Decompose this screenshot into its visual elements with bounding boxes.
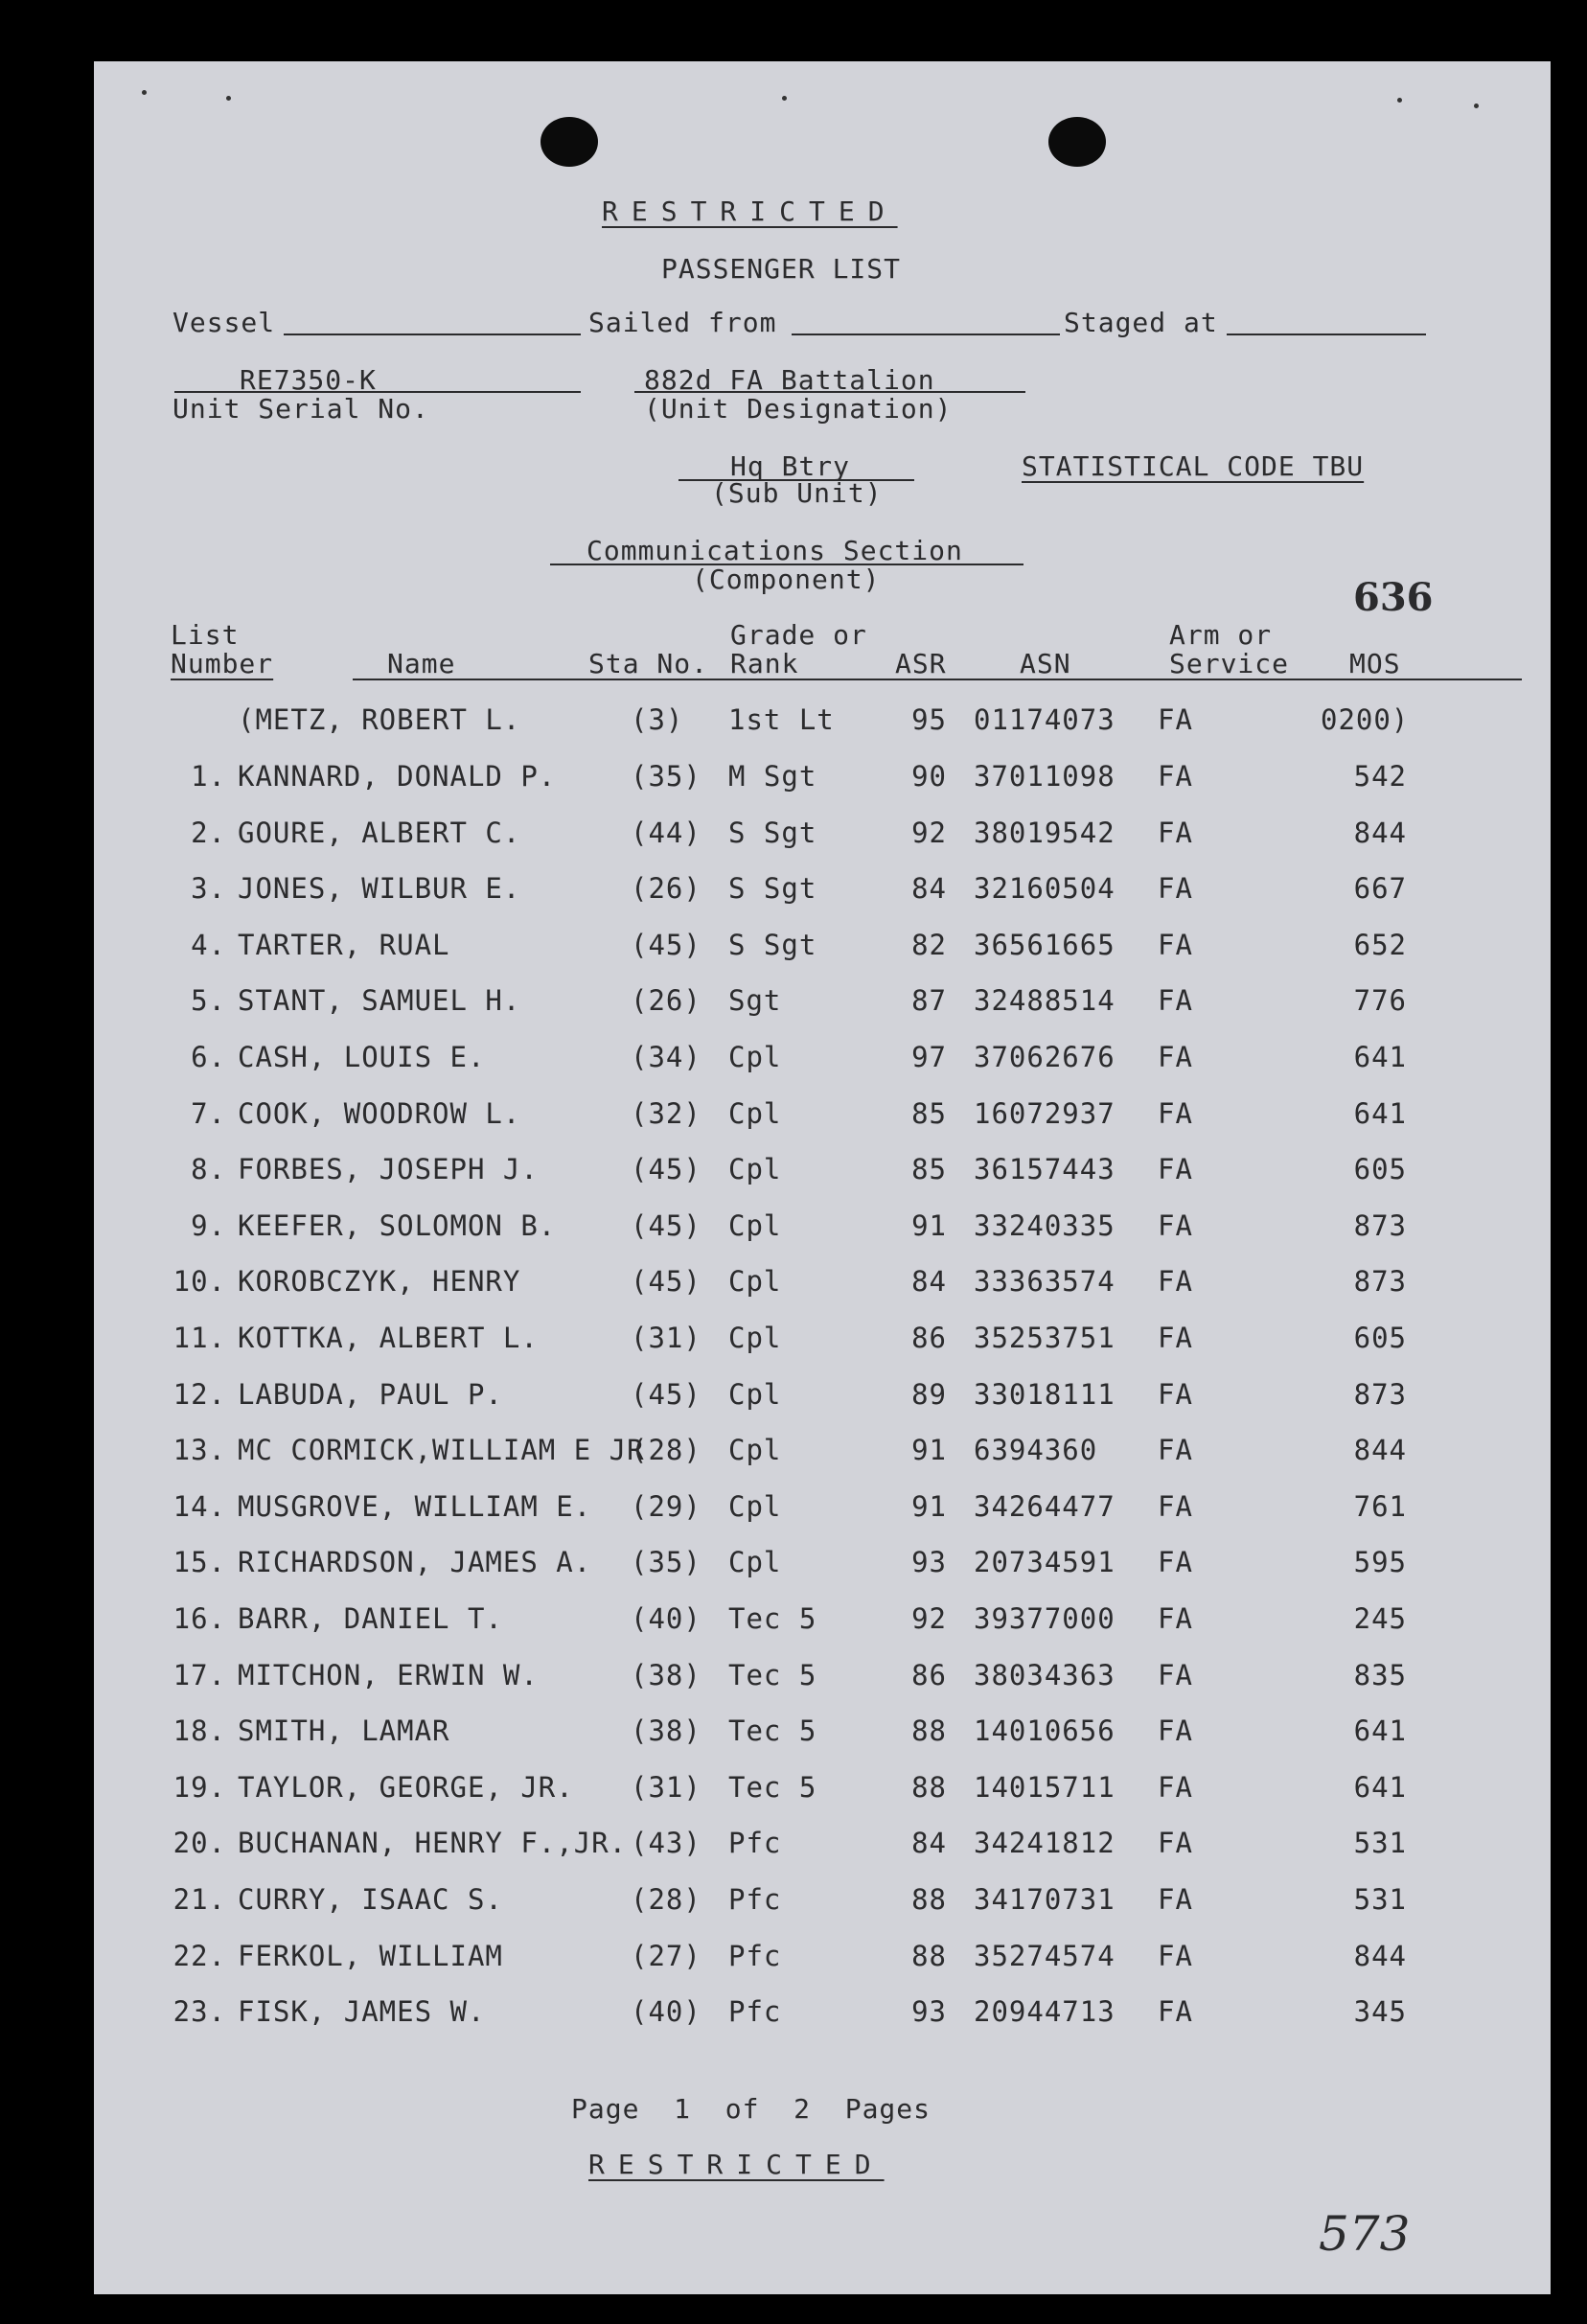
cell-name: MC CORMICK,WILLIAM E JR [238, 1434, 645, 1467]
component-label: (Component) [692, 564, 881, 595]
cell-arm: FA [1158, 1265, 1193, 1299]
form-title: PASSENGER LIST [661, 253, 902, 285]
table-row-officer [94, 703, 1551, 742]
cell-mos: 761 [1353, 1489, 1407, 1523]
cell-sta: (28) [631, 1883, 702, 1916]
vessel-label: Vessel [172, 307, 276, 338]
cell-arm: FA [1158, 1770, 1193, 1804]
cell-grade: Cpl [728, 1434, 782, 1467]
speck [226, 96, 231, 101]
cell-num: 22. [172, 1939, 226, 1972]
cell-asn: 37062676 [974, 1041, 1116, 1073]
cell-sta: (40) [631, 1602, 702, 1635]
cell-name: BARR, DANIEL T. [238, 1602, 503, 1635]
cell-grade: Cpl [728, 1096, 782, 1130]
cell-mos: 873 [1353, 1377, 1407, 1411]
cell-name: JONES, WILBUR E. [238, 872, 521, 906]
table-row [94, 1714, 1551, 1753]
cell-asr: 87 [911, 984, 947, 1018]
cell-name: STANT, SAMUEL H. [238, 984, 521, 1018]
cell-arm: FA [1158, 760, 1193, 793]
cell-asn: 36157443 [974, 1153, 1116, 1186]
cell-num: 14. [172, 1489, 226, 1523]
table-row [94, 1995, 1551, 2034]
cell-asn: 32160504 [974, 872, 1116, 906]
cell-name: FORBES, JOSEPH J. [238, 1153, 539, 1186]
cell-num: 12. [172, 1377, 226, 1411]
cell-asr: 84 [911, 1827, 947, 1860]
cell-asn: 20944713 [974, 1995, 1116, 2029]
table-row [94, 1378, 1551, 1416]
table-row [94, 817, 1551, 855]
cell-grade: Pfc [728, 1883, 782, 1916]
table-row [94, 1659, 1551, 1697]
handwritten-number: 573 [1319, 2206, 1411, 2262]
cell-mos: 873 [1353, 1208, 1407, 1242]
cell-asn: 34264477 [974, 1489, 1116, 1523]
col-asn: ASN [1020, 648, 1071, 679]
cell-arm: FA [1158, 1546, 1193, 1579]
cell-asn: 39377000 [974, 1602, 1116, 1635]
cell-sta: (45) [631, 1265, 702, 1299]
cell-asn: 33240335 [974, 1208, 1116, 1242]
cell-grade: Tec 5 [728, 1714, 817, 1748]
cell-sta: (45) [631, 1377, 702, 1411]
cell-mos: 605 [1353, 1322, 1407, 1354]
cell-asn: 33018111 [974, 1377, 1116, 1411]
cell-asn: 16072937 [974, 1096, 1116, 1130]
cell-asr: 95 [911, 703, 947, 736]
cell-asn: 35274574 [974, 1939, 1116, 1972]
cell-sta: (45) [631, 1153, 702, 1186]
cell-name: BUCHANAN, HENRY F.,JR. [238, 1827, 628, 1860]
cell-mos: 595 [1353, 1546, 1407, 1579]
cell-mos: 245 [1353, 1602, 1407, 1635]
cell-asn: 37011098 [974, 760, 1116, 793]
unit-designation-value: 882d FA Battalion [644, 364, 935, 396]
speck [1397, 98, 1402, 103]
cell-sta: (3) [631, 703, 684, 736]
cell-name: (METZ, ROBERT L. [238, 703, 521, 736]
punch-hole [540, 117, 598, 167]
cell-asr: 84 [911, 1265, 947, 1299]
staged-at-label: Staged at [1064, 307, 1218, 338]
cell-arm: FA [1158, 1883, 1193, 1916]
cell-asr: 88 [911, 1883, 947, 1916]
cell-arm: FA [1158, 1096, 1193, 1130]
cell-grade: Cpl [728, 1208, 782, 1242]
cell-num: 17. [172, 1658, 226, 1691]
cell-sta: (43) [631, 1827, 702, 1860]
cell-sta: (27) [631, 1939, 702, 1972]
cell-sta: (28) [631, 1434, 702, 1467]
cell-sta: (26) [631, 872, 702, 906]
cell-asr: 85 [911, 1153, 947, 1186]
cell-name: GOURE, ALBERT C. [238, 816, 521, 849]
cell-asn: 34170731 [974, 1883, 1116, 1916]
cell-grade: Tec 5 [728, 1658, 817, 1691]
cell-asr: 88 [911, 1770, 947, 1804]
cell-num: 23. [172, 1995, 226, 2029]
cell-asr: 88 [911, 1714, 947, 1748]
cell-arm: FA [1158, 1939, 1193, 1972]
cell-num: 11. [172, 1322, 226, 1354]
cell-sta: (45) [631, 1208, 702, 1242]
table-row [94, 1602, 1551, 1641]
cell-asn: 32488514 [974, 984, 1116, 1018]
table-row [94, 929, 1551, 967]
punch-hole [1048, 117, 1106, 167]
speck [1474, 104, 1479, 108]
col-arm-top: Arm or [1169, 619, 1273, 651]
table-row [94, 760, 1551, 798]
cell-mos: 641 [1353, 1096, 1407, 1130]
cell-grade: Cpl [728, 1322, 782, 1354]
cell-grade: Cpl [728, 1377, 782, 1411]
cell-arm: FA [1158, 1377, 1193, 1411]
cell-asn: 6394360 [974, 1434, 1098, 1467]
cell-num: 7. [191, 1096, 226, 1130]
cell-grade: 1st Lt [728, 703, 835, 736]
table-row [94, 1153, 1551, 1191]
cell-asn: 35253751 [974, 1322, 1116, 1354]
cell-name: FISK, JAMES W. [238, 1995, 486, 2029]
cell-arm: FA [1158, 1995, 1193, 2029]
cell-mos: 641 [1353, 1714, 1407, 1748]
cell-asr: 84 [911, 872, 947, 906]
cell-arm: FA [1158, 1434, 1193, 1467]
cell-mos: 844 [1353, 1939, 1407, 1972]
statistical-code: STATISTICAL CODE TBU [1022, 450, 1365, 482]
cell-name: KANNARD, DONALD P. [238, 760, 557, 793]
cell-mos: 345 [1353, 1995, 1407, 2029]
cell-mos: 844 [1353, 816, 1407, 849]
cell-num: 21. [172, 1883, 226, 1916]
cell-asr: 91 [911, 1489, 947, 1523]
table-row [94, 1209, 1551, 1248]
cell-name: FERKOL, WILLIAM [238, 1939, 503, 1972]
cell-grade: Tec 5 [728, 1602, 817, 1635]
cell-asr: 93 [911, 1546, 947, 1579]
unit-serial-label: Unit Serial No. [172, 393, 429, 425]
cell-asn: 38034363 [974, 1658, 1116, 1691]
cell-name: CASH, LOUIS E. [238, 1041, 486, 1073]
cell-arm: FA [1158, 1208, 1193, 1242]
sub-unit-value: Hq Btry [730, 450, 851, 482]
classification-footer: RESTRICTED [588, 2149, 885, 2180]
sub-unit-label: (Sub Unit) [711, 477, 883, 509]
cell-asr: 97 [911, 1041, 947, 1073]
cell-name: TARTER, RUAL [238, 928, 450, 961]
cell-arm: FA [1158, 984, 1193, 1018]
cell-num: 9. [191, 1208, 226, 1242]
cell-name: TAYLOR, GEORGE, JR. [238, 1770, 574, 1804]
cell-grade: Sgt [728, 984, 782, 1018]
vessel-field [284, 334, 581, 335]
cell-asn: 14010656 [974, 1714, 1116, 1748]
cell-num: 16. [172, 1602, 226, 1635]
cell-asn: 01174073 [974, 703, 1116, 736]
cell-grade: Cpl [728, 1546, 782, 1579]
table-row [94, 1771, 1551, 1809]
cell-arm: FA [1158, 928, 1193, 961]
cell-arm: FA [1158, 1714, 1193, 1748]
cell-asn: 33363574 [974, 1265, 1116, 1299]
cell-sta: (26) [631, 984, 702, 1018]
cell-sta: (40) [631, 1995, 702, 2029]
page-indicator: Page 1 of 2 Pages [571, 2093, 932, 2125]
cell-grade: Cpl [728, 1265, 782, 1299]
cell-num: 18. [172, 1714, 226, 1748]
cell-sta: (35) [631, 760, 702, 793]
cell-asr: 92 [911, 1602, 947, 1635]
cell-grade: Cpl [728, 1489, 782, 1523]
cell-asr: 91 [911, 1434, 947, 1467]
cell-name: KOTTKA, ALBERT L. [238, 1322, 539, 1354]
cell-mos: 0200) [1321, 703, 1410, 736]
cell-asn: 36561665 [974, 928, 1116, 961]
cell-mos: 605 [1353, 1153, 1407, 1186]
cell-arm: FA [1158, 1602, 1193, 1635]
table-row [94, 1434, 1551, 1472]
cell-arm: FA [1158, 1322, 1193, 1354]
unit-serial-value: RE7350-K [240, 364, 377, 396]
cell-sta: (38) [631, 1658, 702, 1691]
stamped-number: 636 [1353, 575, 1434, 620]
cell-num: 3. [191, 872, 226, 906]
cell-sta: (44) [631, 816, 702, 849]
col-grade: Rank [730, 648, 799, 679]
cell-asr: 82 [911, 928, 947, 961]
cell-num: 8. [191, 1153, 226, 1186]
cell-mos: 542 [1353, 760, 1407, 793]
cell-num: 2. [191, 816, 226, 849]
cell-arm: FA [1158, 1658, 1193, 1691]
document-sheet [94, 61, 1551, 2294]
col-grade-top: Grade or [730, 619, 867, 651]
cell-asr: 92 [911, 816, 947, 849]
col-name: Name [387, 648, 456, 679]
cell-asr: 90 [911, 760, 947, 793]
col-asr: ASR [895, 648, 947, 679]
staged-at-field [1227, 334, 1426, 335]
cell-mos: 641 [1353, 1041, 1407, 1073]
cell-asr: 86 [911, 1658, 947, 1691]
cell-sta: (38) [631, 1714, 702, 1748]
speck [142, 90, 147, 95]
cell-grade: Cpl [728, 1041, 782, 1073]
header-rule [353, 679, 1522, 680]
cell-asn: 34241812 [974, 1827, 1116, 1860]
table-row [94, 872, 1551, 910]
cell-num: 4. [191, 928, 226, 961]
cell-asr: 93 [911, 1995, 947, 2029]
cell-sta: (31) [631, 1770, 702, 1804]
cell-grade: S Sgt [728, 816, 817, 849]
table-row [94, 1490, 1551, 1529]
table-row [94, 1940, 1551, 1978]
cell-name: RICHARDSON, JAMES A. [238, 1546, 592, 1579]
cell-arm: FA [1158, 1041, 1193, 1073]
cell-num: 5. [191, 984, 226, 1018]
cell-name: LABUDA, PAUL P. [238, 1377, 503, 1411]
table-row [94, 1883, 1551, 1921]
cell-arm: FA [1158, 816, 1193, 849]
cell-asn: 14015711 [974, 1770, 1116, 1804]
cell-sta: (35) [631, 1546, 702, 1579]
cell-grade: Pfc [728, 1995, 782, 2029]
cell-mos: 667 [1353, 872, 1407, 906]
sailed-from-label: Sailed from [588, 307, 777, 338]
speck [782, 96, 787, 101]
cell-asr: 89 [911, 1377, 947, 1411]
cell-arm: FA [1158, 872, 1193, 906]
cell-grade: S Sgt [728, 928, 817, 961]
cell-mos: 531 [1353, 1883, 1407, 1916]
cell-num: 19. [172, 1770, 226, 1804]
cell-name: CURRY, ISAAC S. [238, 1883, 503, 1916]
cell-mos: 776 [1353, 984, 1407, 1018]
cell-arm: FA [1158, 1827, 1193, 1860]
cell-asr: 91 [911, 1208, 947, 1242]
cell-grade: M Sgt [728, 760, 817, 793]
table-row [94, 1097, 1551, 1136]
cell-asr: 86 [911, 1322, 947, 1354]
cell-sta: (34) [631, 1041, 702, 1073]
cell-mos: 844 [1353, 1434, 1407, 1467]
col-list-number: Number [171, 648, 274, 679]
cell-mos: 873 [1353, 1265, 1407, 1299]
cell-asn: 38019542 [974, 816, 1116, 849]
cell-mos: 835 [1353, 1658, 1407, 1691]
cell-num: 15. [172, 1546, 226, 1579]
cell-name: MITCHON, ERWIN W. [238, 1658, 539, 1691]
cell-name: SMITH, LAMAR [238, 1714, 450, 1748]
sailed-from-field [792, 334, 1060, 335]
cell-sta: (45) [631, 928, 702, 961]
cell-grade: Pfc [728, 1939, 782, 1972]
cell-grade: S Sgt [728, 872, 817, 906]
cell-sta: (32) [631, 1096, 702, 1130]
table-row [94, 1827, 1551, 1865]
table-row [94, 1265, 1551, 1303]
component-value: Communications Section [586, 535, 963, 566]
cell-arm: FA [1158, 1489, 1193, 1523]
cell-arm: FA [1158, 703, 1193, 736]
unit-designation-label: (Unit Designation) [644, 393, 953, 425]
cell-grade: Pfc [728, 1827, 782, 1860]
col-sta-no: Sta No. [588, 648, 709, 679]
table-row [94, 1322, 1551, 1360]
table-row [94, 1546, 1551, 1584]
cell-num: 13. [172, 1434, 226, 1467]
cell-num: 6. [191, 1041, 226, 1073]
cell-sta: (31) [631, 1322, 702, 1354]
cell-name: KOROBCZYK, HENRY [238, 1265, 521, 1299]
table-row [94, 1041, 1551, 1079]
cell-name: KEEFER, SOLOMON B. [238, 1208, 557, 1242]
cell-sta: (29) [631, 1489, 702, 1523]
cell-arm: FA [1158, 1153, 1193, 1186]
classification-header: RESTRICTED [602, 196, 898, 227]
cell-mos: 531 [1353, 1827, 1407, 1860]
cell-num: 10. [172, 1265, 226, 1299]
table-row [94, 984, 1551, 1023]
cell-asr: 88 [911, 1939, 947, 1972]
cell-name: COOK, WOODROW L. [238, 1096, 521, 1130]
col-list-number-top: List [171, 619, 240, 651]
cell-mos: 641 [1353, 1770, 1407, 1804]
col-mos: MOS [1349, 648, 1401, 679]
cell-grade: Cpl [728, 1153, 782, 1186]
cell-grade: Tec 5 [728, 1770, 817, 1804]
cell-num: 20. [172, 1827, 226, 1860]
cell-mos: 652 [1353, 928, 1407, 961]
cell-num: 1. [191, 760, 226, 793]
cell-asn: 20734591 [974, 1546, 1116, 1579]
cell-name: MUSGROVE, WILLIAM E. [238, 1489, 592, 1523]
cell-asr: 85 [911, 1096, 947, 1130]
col-arm: Service [1169, 648, 1290, 679]
